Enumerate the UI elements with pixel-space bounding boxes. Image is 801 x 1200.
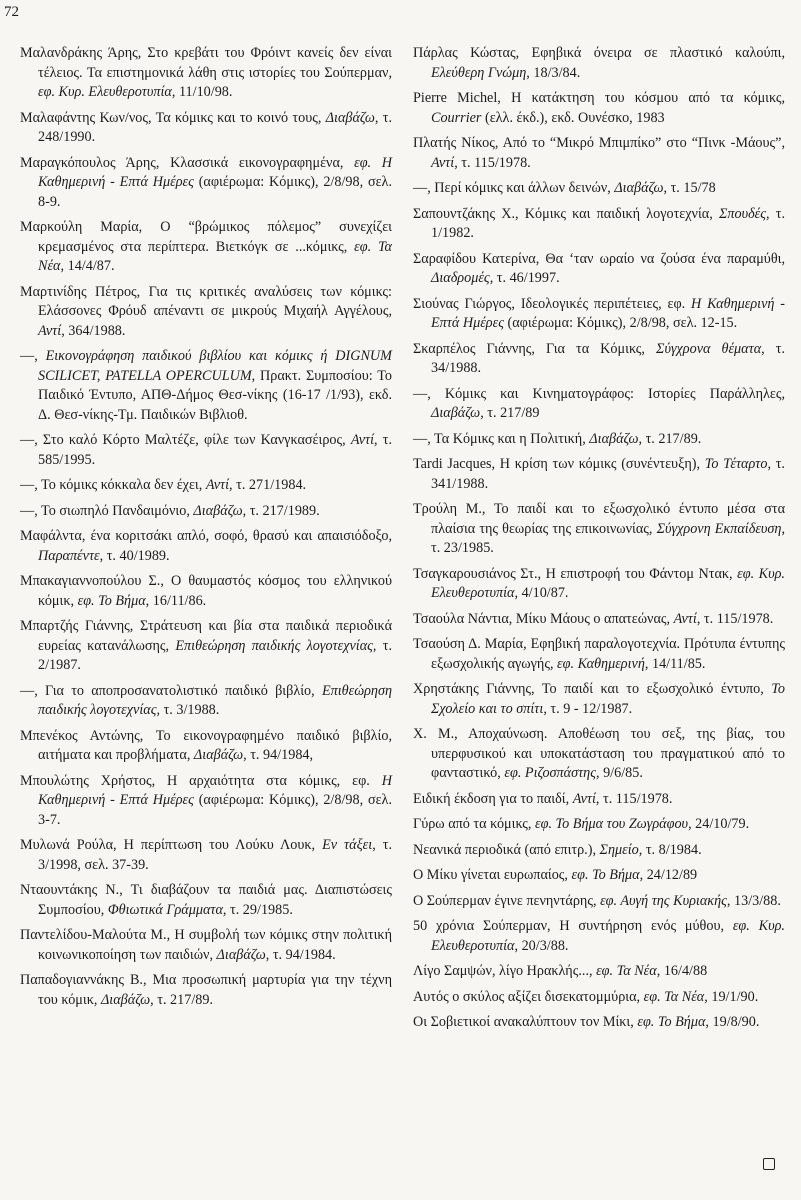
entry-source: Σύγχρονα θέματα (656, 340, 762, 357)
entry-title: Μαραγκόπουλος Άρης, Κλασσικά εικονογραφημένα, (20, 154, 355, 171)
bibliography-entry (413, 610, 785, 630)
entry-source: εφ. Αυγή της Κυριακής (600, 892, 727, 909)
entry-source: εφ. Τα Νέα (38, 238, 392, 274)
entry-title: Ο Σούπερμαν έγινε πενηντάρης, (413, 892, 601, 909)
entry-title: Γύρω από τα κόμικς, (413, 816, 536, 832)
entry-source: Διαβάζω (100, 991, 151, 1008)
bibliography-entry (413, 962, 785, 982)
entry-source: Αντί (38, 322, 62, 339)
entry-title: Σκαρπέλος Γιάννης, Για τα Κόμικς, (413, 340, 657, 357)
entry-citation: , 364/1988. (61, 322, 126, 339)
entry-source: Η Καθημερινή - Επτά Ημέρες (431, 295, 785, 331)
bibliography-entry (20, 347, 392, 425)
entry-citation: , τ. 3/1988. (156, 702, 220, 718)
entry-title: Μαρτινίδης Πέτρος, Για τις κριτικές αναλύσεις των κόμικς: Ελάσσονες Φρόυδ απέναντι σε μικρούς Μιχαήλ Αγγέλους, (20, 283, 392, 319)
entry-source: Σπουδές (718, 205, 767, 222)
bibliography-entry (413, 455, 785, 494)
entry-citation: , 11/10/98. (171, 84, 233, 100)
entry-source: Επιθεώρηση παιδικής λογοτεχνίας (175, 637, 373, 654)
bibliography-entry (20, 431, 392, 470)
entry-citation: , 4/10/87. (514, 585, 569, 601)
entry-citation: , Πρακτ. Συμποσίου: Το Παιδικό Έντυπο, ΑΠΘ-Δήμος Θεσ-νίκης (16-17 /1/93), εκδ. Δ. Θεσ-νίκης-Τμ. Παιδικών Βιβλιοθ. (38, 367, 392, 423)
entry-source: εφ. Τα Νέα (643, 988, 705, 1005)
entry-source: Εν τάξει (322, 837, 373, 853)
entry-title: —, Τα Κόμικς και η Πολιτική, (413, 430, 590, 447)
entry-source: εφ. Το Βήμα (637, 1014, 706, 1030)
entry-source: Διαβάζω (431, 405, 481, 421)
entry-citation: , τ. 585/1995. (38, 432, 392, 468)
entry-citation: (ελλ. έκδ.), εκδ. Ουνέσκο, 1983 (481, 109, 665, 126)
entry-title: Μαλανδράκης Άρης, Στο κρεβάτι του Φρόιντ κανείς δεν είναι τέλειος. Τα επιστημονικά λάθη στις ιστορίες του Σούπερμαν, (20, 45, 392, 81)
entry-source: εφ. Το Βήμα (77, 592, 146, 609)
entry-source: εφ. Το Βήμα του Ζωγράφου (535, 816, 689, 832)
entry-title: Χ. Μ., Αποχαύνωση. Αποθέωση του σεξ, της βίας, του υπερφυσικού και υποκατάσταση του πραγματικού από το φανταστικό, (413, 726, 785, 781)
bibliography-entry (20, 154, 392, 213)
bibliography-entry (413, 866, 785, 886)
entry-source: Διαβάζω (193, 747, 244, 763)
entry-citation: , τ. 115/1978. (595, 790, 673, 807)
entry-title: Ειδική έκδοση για το παιδί, (413, 790, 573, 807)
entry-source: Επιθεώρηση παιδικής λογοτεχνίας (38, 682, 392, 718)
bibliography-entry (20, 617, 392, 676)
entry-title: Τσαούση Δ. Μαρία, Εφηβική παραλογοτεχνία. Πρότυπα έντυπης εξωσχολικής αγωγής, (413, 636, 785, 672)
entry-citation: , τ. 341/1988. (431, 456, 785, 492)
bibliography-entry (413, 295, 785, 334)
bibliography-entry (20, 44, 392, 103)
bibliography-entry (413, 340, 785, 379)
entry-citation: (αφιέρωμα: Κόμικς), 2/8/98, σελ. 8-9. (38, 174, 392, 210)
entry-citation: , τ. 217/89. (638, 430, 702, 447)
entry-source: Διαδρομές (431, 270, 490, 286)
entry-source: εφ. Το Βήμα (571, 867, 640, 883)
entry-source: εφ. Κυρ. Ελευθεροτυπία (431, 565, 785, 601)
end-of-section-mark (763, 1158, 775, 1170)
bibliography-entry (20, 727, 392, 766)
bibliography-entry (413, 1013, 785, 1033)
bibliography-entry (413, 892, 785, 912)
entry-source: Η Καθημερινή - Επτά Ημέρες (38, 772, 392, 808)
entry-source: Το Σχολείο και το σπίτι (431, 681, 785, 717)
entry-source: εφ. Η Καθημερινή - Επτά Ημέρες (38, 154, 393, 190)
bibliography-entry (413, 500, 785, 559)
entry-citation: , τ. 271/1984. (229, 477, 307, 493)
entry-title: Νταουντάκης Ν., Τι διαβάζουν τα παιδιά μας. Διαπιστώσεις Συμποσίου, (20, 882, 392, 918)
entry-citation: , τ. 248/1990. (38, 109, 392, 145)
entry-title: Μαλαφάντης Κων/νος, Τα κόμικς και το κοινό τους, (20, 109, 326, 126)
bibliography-entry (20, 926, 392, 965)
entry-title: Οι Σοβιετικοί ανακαλύπτουν τον Μίκι, (413, 1014, 638, 1030)
entry-source: Αντί (350, 432, 375, 448)
entry-citation: , τ. 15/78 (663, 180, 716, 196)
entry-title: Πλατής Νίκος, Από το “Μικρό Μπιμπίκο” στο “Πινκ -Μάους”, (413, 135, 785, 151)
entry-citation: (αφιέρωμα: Κόμικς), 2/8/98, σελ. 3-7. (38, 792, 392, 828)
entry-source: Παραπέντε (38, 547, 100, 564)
entry-source: Εικονογράφηση παιδικού βιβλίου και κόμικς ή DIGNUM SCILICET, PATELLA OPERCULUM (38, 348, 392, 384)
bibliography-entry (413, 250, 785, 289)
bibliography-entry (413, 988, 785, 1008)
entry-citation: , τ. 8/1984. (638, 841, 702, 858)
entry-citation: , 19/8/90. (705, 1014, 760, 1030)
bibliography-entry (20, 218, 392, 277)
entry-title: Σαπουντζάκης Χ., Κόμικς και παιδική λογοτεχνία, (413, 205, 719, 222)
entry-title: Πάρλας Κώστας, Εφηβικά όνειρα σε πλαστικό καλούπι, (413, 45, 785, 61)
entry-source: Το Τέταρτο (704, 456, 768, 472)
entry-title: Μπενέκος Αντώνης, Το εικονογραφημένο παιδικό βιβλίο, αιτήματα και προβλήματα, (20, 727, 392, 763)
entry-source: Ελεύθερη Γνώμη (431, 64, 527, 81)
entry-citation: , 14/11/85. (644, 655, 706, 672)
entry-title: Λίγο Σαμψών, λίγο Ηρακλής..., (413, 963, 597, 979)
entry-title: Νεανικά περιοδικά (από επιτρ.), (413, 841, 600, 858)
entry-title: Ο Μίκυ γίνεται ευρωπαίος, (413, 867, 572, 883)
entry-citation: , 20/3/88. (514, 937, 569, 954)
entry-source: εφ. Τα Νέα (596, 963, 657, 979)
entry-citation: , τ. 46/1997. (489, 270, 560, 286)
bibliography-entry (20, 682, 392, 721)
entry-citation: , 9/6/85. (595, 765, 643, 781)
entry-title: Τσαγκαρουσιάνος Στ., Η επιστροφή του Φάντομ Ντακ, (413, 565, 738, 582)
entry-citation: , 16/4/88 (656, 963, 708, 979)
entry-title: Μπακαγιαννοπούλου Σ., Ο θαυμαστός κόσμος του ελληνικού κόμικ, (20, 573, 392, 609)
bibliography-right-column (413, 44, 785, 1039)
entry-title: Παντελίδου-Μαλούτα Μ., Η συμβολή των κόμικς στην πολιτική κοινωνικοποίηση των παιδιών, (20, 927, 392, 963)
entry-source: Αντί (205, 477, 230, 493)
entry-title: Χρηστάκης Γιάννης, Το παιδί και το εξωσχολικό έντυπο, (413, 681, 772, 697)
entry-source: Διαβάζω (325, 109, 375, 126)
entry-title: Μαρκούλη Μαρία, Ο “βρώμικος πόλεμος” συνεχίζει κρεμασμένος στα περίπτερα. Βιετκόγκ σε ...κόμικς, (20, 219, 392, 255)
bibliography-entry (20, 572, 392, 611)
bibliography-entry (413, 565, 785, 604)
bibliography-entry (413, 680, 785, 719)
bibliography-entry (413, 89, 785, 128)
bibliography-entry (413, 790, 785, 810)
entry-title: —, Το κόμικς κόκκαλα δεν έχει, (20, 477, 206, 493)
entry-citation: , τ. 1/1982. (431, 205, 786, 241)
entry-citation: , 24/10/79. (688, 816, 750, 832)
entry-citation: , τ. 29/1985. (222, 901, 293, 918)
page-number: 72 (4, 4, 19, 20)
entry-citation: , τ. 23/1985. (431, 520, 785, 556)
bibliography-entry (413, 44, 785, 83)
bibliography-entry (20, 283, 392, 342)
bibliography-entry (413, 917, 785, 956)
entry-source: Διαβάζω (193, 502, 243, 519)
entry-title: Τρούλη Μ., Το παιδί και το εξωσχολικό έντυπο μέσα στα πλαίσια της θεωρίας της επικοινωνίας, (413, 501, 785, 537)
entry-citation: , τ. 9 - 12/1987. (543, 700, 633, 717)
entry-citation: , 13/3/88. (726, 892, 781, 909)
entry-source: εφ. Ριζοσπάστης (504, 765, 596, 781)
entry-citation: , 19/1/90. (704, 988, 759, 1005)
bibliography-entry (413, 841, 785, 861)
bibliography-entry (413, 134, 785, 173)
entry-title: 50 χρόνια Σούπερμαν, Η συντήρηση ενός μύθου, (413, 918, 733, 934)
entry-citation: (αφιέρωμα: Κόμικς), 2/8/98, σελ. 12-15. (503, 315, 738, 331)
entry-citation: , τ. 94/1984, (243, 747, 314, 763)
entry-source: Αντί (673, 610, 697, 627)
entry-title: —, Περί κόμικς και άλλων δεινών, (413, 180, 615, 196)
entry-citation: , τ. 115/1978. (454, 154, 531, 171)
bibliography-entry (20, 476, 392, 496)
bibliography-entry (413, 635, 785, 674)
entry-source: Διαβάζω (589, 430, 639, 447)
entry-source: εφ. Κυρ. Ελευθεροτυπία (431, 918, 785, 954)
entry-source: Σύγχρονη Εκπαίδευση (656, 520, 782, 537)
entry-source: Σημείο (599, 841, 639, 858)
entry-title: Αυτός ο σκύλος αξίζει δισεκατομμύρια, (413, 988, 644, 1005)
entry-source: Αντί (572, 790, 596, 807)
bibliography-entry (413, 815, 785, 835)
bibliography-entry (413, 205, 785, 244)
bibliography-entry (413, 179, 785, 199)
entry-title: Μυλωνά Ρούλα, Η περίπτωση του Λούκυ Λουκ, (20, 837, 323, 853)
bibliography-entry (413, 725, 785, 784)
bibliography-entry (20, 836, 392, 875)
entry-title: —, Το σιωπηλό Πανδαιμόνιο, (20, 502, 194, 519)
bibliography-entry (20, 971, 392, 1010)
entry-title: —, Για το αποπροσανατολιστικό παιδικό βιβλίο, (20, 682, 322, 699)
entry-title: Μπουλώτης Χρήστος, Η αρχαιότητα στα κόμικς, εφ. (20, 772, 382, 789)
entry-title: —, Κόμικς και Κινηματογράφος: Ιστορίες Παράλληλες, (413, 385, 785, 402)
entry-title: Παπαδογιαννάκης Β., Μια προσωπική μαρτυρία για την τέχνη του κόμικ, (20, 972, 392, 1008)
entry-title: Pierre Michel, Η κατάκτηση του κόσμου από τα κόμικς, (413, 90, 785, 106)
entry-source: Φθιωτικά Γράμματα (107, 901, 223, 918)
entry-source: Διαβάζω (216, 946, 266, 963)
entry-title: Σιούνας Γιώργος, Ιδεολογικές περιπέτειες, εφ. (413, 295, 692, 312)
entry-citation: , 18/3/84. (526, 64, 581, 81)
entry-citation: , 14/4/87. (60, 258, 115, 274)
entry-citation: , τ. 115/1978. (696, 610, 774, 627)
entry-title: —, Στο καλό Κόρτο Μαλτέζε, φίλε των Κανγκασέιρος, (20, 432, 351, 448)
bibliography-left-column (20, 44, 392, 1016)
entry-source: Courrier (431, 109, 482, 126)
entry-citation: , τ. 40/1989. (99, 547, 170, 564)
entry-citation: , 24/12/89 (639, 867, 698, 883)
entry-source: εφ. Κυρ. Ελευθεροτυπία (38, 84, 172, 100)
entry-title: Σαραφίδου Κατερίνα, Θα ‘ταν ωραίο να ζούσα ένα παραμύθι, (413, 250, 785, 267)
entry-title: —, (20, 348, 46, 364)
entry-citation: , τ. 2/1987. (38, 637, 392, 673)
entry-citation: , τ. 3/1998, σελ. 37-39. (38, 837, 392, 873)
entry-source: Διαβάζω (614, 180, 664, 196)
bibliography-entry (20, 881, 392, 920)
entry-citation: , 16/11/86. (145, 592, 207, 609)
bibliography-entry (20, 772, 392, 831)
entry-source: Αντί (431, 154, 455, 171)
entry-title: Μαφάλντα, ένα κοριτσάκι απλό, σοφό, θρασύ και απαισιόδοξο, (20, 528, 392, 544)
entry-title: Μπαρτζής Γιάννης, Στράτευση και βία στα παιδικά περιοδικά ευρείας κατανάλωσης, (20, 618, 392, 654)
bibliography-entry (413, 385, 785, 424)
entry-title: Τσαούλα Νάντια, Μίκυ Μάους ο απατεώνας, (413, 610, 674, 627)
entry-citation: , τ. 217/89 (480, 405, 540, 421)
entry-title: Tardi Jacques, Η κρίση των κόμικς (συνέντευξη), (413, 456, 705, 472)
bibliography-entry (413, 430, 785, 450)
entry-source: εφ. Καθημερινή (557, 655, 645, 672)
bibliography-entry (20, 527, 392, 566)
bibliography-entry (20, 109, 392, 148)
bibliography-entry (20, 502, 392, 522)
entry-citation: , τ. 217/89. (150, 991, 214, 1008)
entry-citation: , τ. 34/1988. (431, 340, 786, 376)
entry-citation: , τ. 217/1989. (242, 502, 320, 519)
entry-citation: , τ. 94/1984. (265, 946, 336, 963)
